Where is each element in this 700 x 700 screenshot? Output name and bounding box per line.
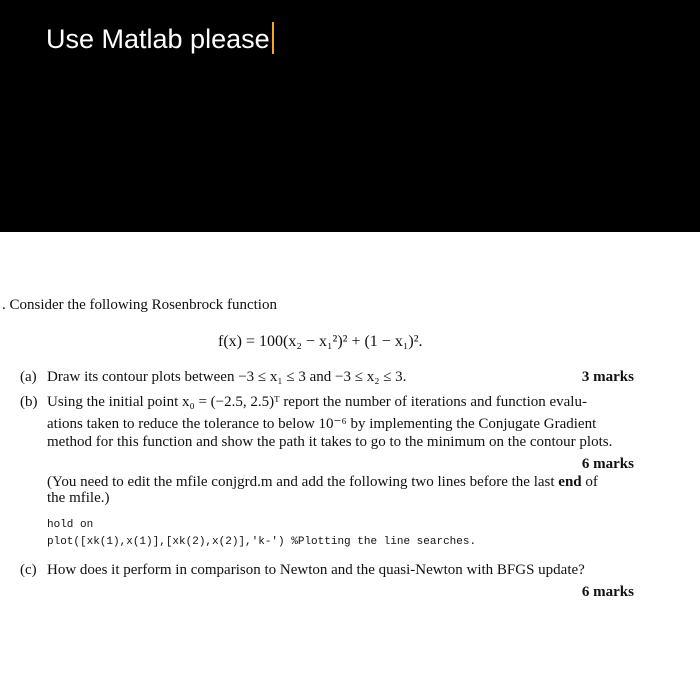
part-b-note-bold: end: [558, 474, 582, 490]
part-b-note-text: (You need to edit the mfile conjgrd.m and add the following two lines before the last: [47, 474, 555, 490]
part-a-label: (a): [20, 369, 37, 385]
part-b-label: (b): [20, 394, 38, 410]
code-line-1: hold on: [47, 519, 94, 531]
part-a-marks: 3 marks: [581, 369, 634, 385]
part-b-note-line-1: [47, 474, 598, 491]
part-c-text: How does it perform in comparison to Newton and the quasi-Newton with BFGS update?: [47, 562, 585, 578]
part-b-note-tail: of: [581, 474, 598, 490]
rosenbrock-formula: f(x) = 100(x₂ − x₁²)² + (1 − x₁)².: [218, 333, 423, 350]
part-b-line-1: Using the initial point x₀ = (−2.5, 2.5)ᵀ report the number of iterations and function evalu-: [47, 394, 587, 410]
code-line-2: plot([xk(1),x(1)],[xk(2),x(2)],'k-') %Plotting the line searches.: [47, 536, 477, 548]
part-b-note-line-2: the mfile.): [47, 490, 110, 506]
part-b-marks: 6 marks: [581, 456, 634, 472]
question-intro: . Consider the following Rosenbrock function: [2, 297, 277, 313]
part-b-line-2: ations taken to reduce the tolerance to below 10⁻⁶ by implementing the Conjugate Gradient: [47, 416, 597, 432]
prompt-text: Use Matlab please: [46, 24, 270, 54]
part-b-line-3: method for this function and show the path it takes to go to the minimum on the contour plots.: [47, 434, 613, 450]
part-c-marks: 6 marks: [581, 584, 634, 600]
part-a-text: Draw its contour plots between −3 ≤ x₁ ≤ 3 and −3 ≤ x₂ ≤ 3.: [47, 369, 407, 385]
part-c-label: (c): [20, 562, 37, 578]
